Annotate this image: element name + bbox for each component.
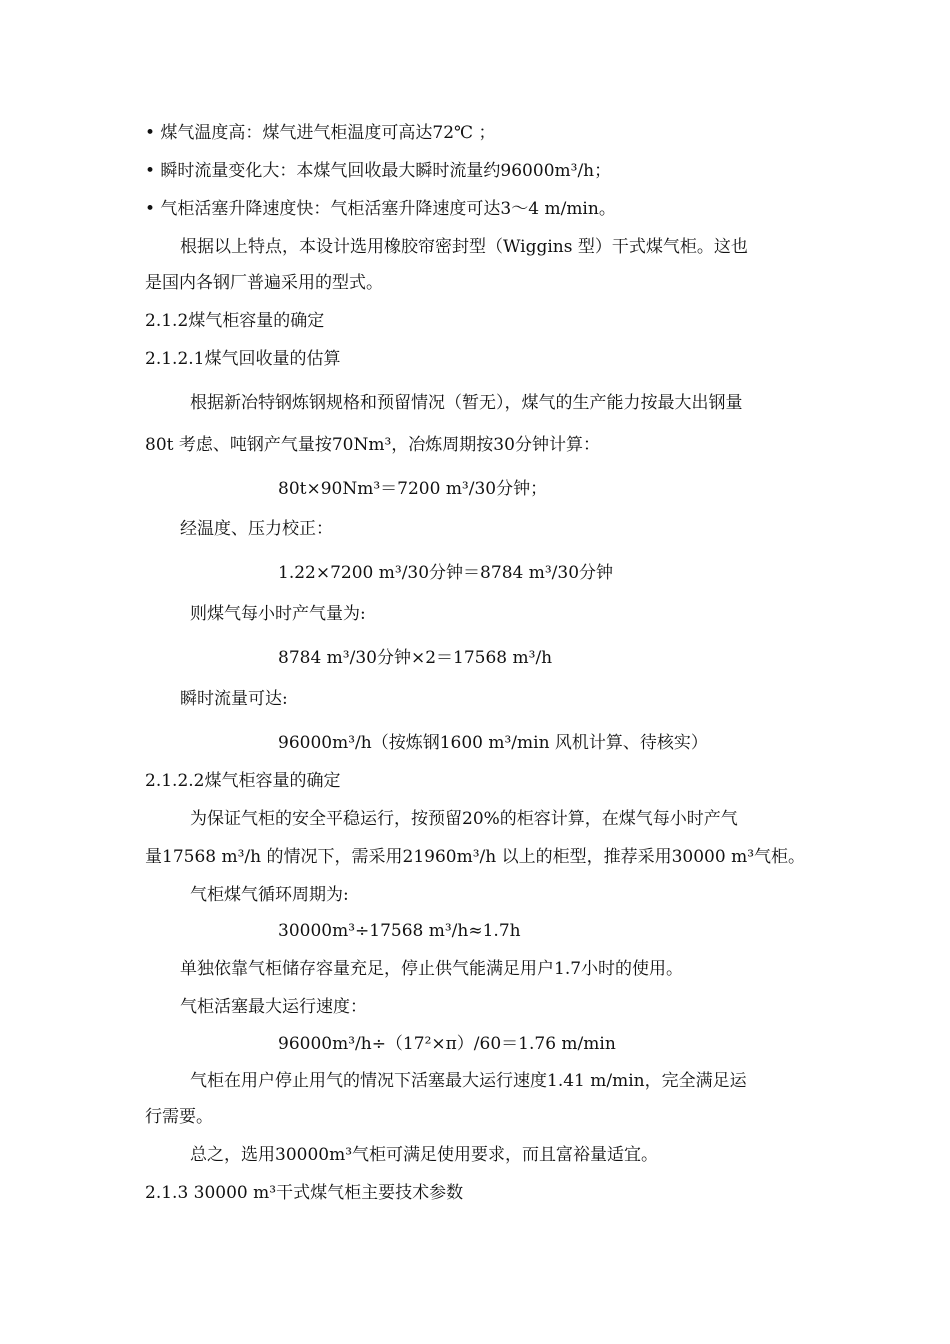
formula-line: 96000m³/h（按炼钢1600 m³/min 风机计算、待核实） (278, 733, 708, 753)
paragraph-line: 根据新冶特钢炼钢规格和预留情况（暂无），煤气的生产能力按最大出钢量 (190, 393, 743, 413)
paragraph-line: 瞬时流量可达: (180, 689, 288, 709)
bullet-item-temperature: • 煤气温度高：煤气进气柜温度可高达72℃ ； (145, 123, 496, 143)
paragraph-line: 80t 考虑、吨钢产气量按70Nm³，冶炼周期按30分钟计算： (145, 435, 600, 455)
formula-line: 30000m³÷17568 m³/h≈1.7h (278, 921, 521, 941)
paragraph-line: 为保证气柜的安全平稳运行，按预留20%的柜容计算，在煤气每小时产气 (190, 809, 738, 829)
paragraph-line: 气柜在用户停止用气的情况下活塞最大运行速度1.41 m/min，完全满足运 (190, 1071, 747, 1091)
paragraph-line: 行需要。 (145, 1107, 213, 1127)
subsection-heading: 2.1.2.1煤气回收量的估算 (145, 349, 341, 369)
bullet-item-flow: • 瞬时流量变化大：本煤气回收最大瞬时流量约96000m³/h； (145, 161, 612, 181)
paragraph-line: 是国内各钢厂普遍采用的型式。 (145, 273, 383, 293)
formula-line: 80t×90Nm³＝7200 m³/30分钟； (278, 479, 548, 499)
paragraph-line: 则煤气每小时产气量为: (190, 604, 366, 624)
formula-line: 96000m³/h÷（17²×π）/60＝1.76 m/min (278, 1034, 616, 1054)
paragraph-line: 量17568 m³/h 的情况下，需采用21960m³/h 以上的柜型，推荐采用30000 m³气柜。 (145, 847, 806, 867)
formula-line: 8784 m³/30分钟×2＝17568 m³/h (278, 648, 553, 668)
paragraph-line: 经温度、压力校正： (180, 519, 333, 539)
bullet-item-piston-speed: • 气柜活塞升降速度快：气柜活塞升降速度可达3～4 m/min。 (145, 199, 616, 219)
paragraph-line: 总之，选用30000m³气柜可满足使用要求，而且富裕量适宜。 (190, 1145, 659, 1165)
formula-line: 1.22×7200 m³/30分钟＝8784 m³/30分钟 (278, 563, 614, 583)
paragraph-line: 单独依靠气柜储存容量充足，停止供气能满足用户1.7小时的使用。 (180, 959, 684, 979)
section-heading: 2.1.2煤气柜容量的确定 (145, 311, 325, 331)
paragraph-line: 气柜活塞最大运行速度： (180, 997, 367, 1017)
subsection-heading: 2.1.2.2煤气柜容量的确定 (145, 771, 341, 791)
section-heading: 2.1.3 30000 m³干式煤气柜主要技术参数 (145, 1183, 464, 1203)
paragraph-line: 气柜煤气循环周期为: (190, 885, 349, 905)
paragraph-line: 根据以上特点，本设计选用橡胶帘密封型（Wiggins 型）干式煤气柜。这也 (180, 237, 748, 257)
